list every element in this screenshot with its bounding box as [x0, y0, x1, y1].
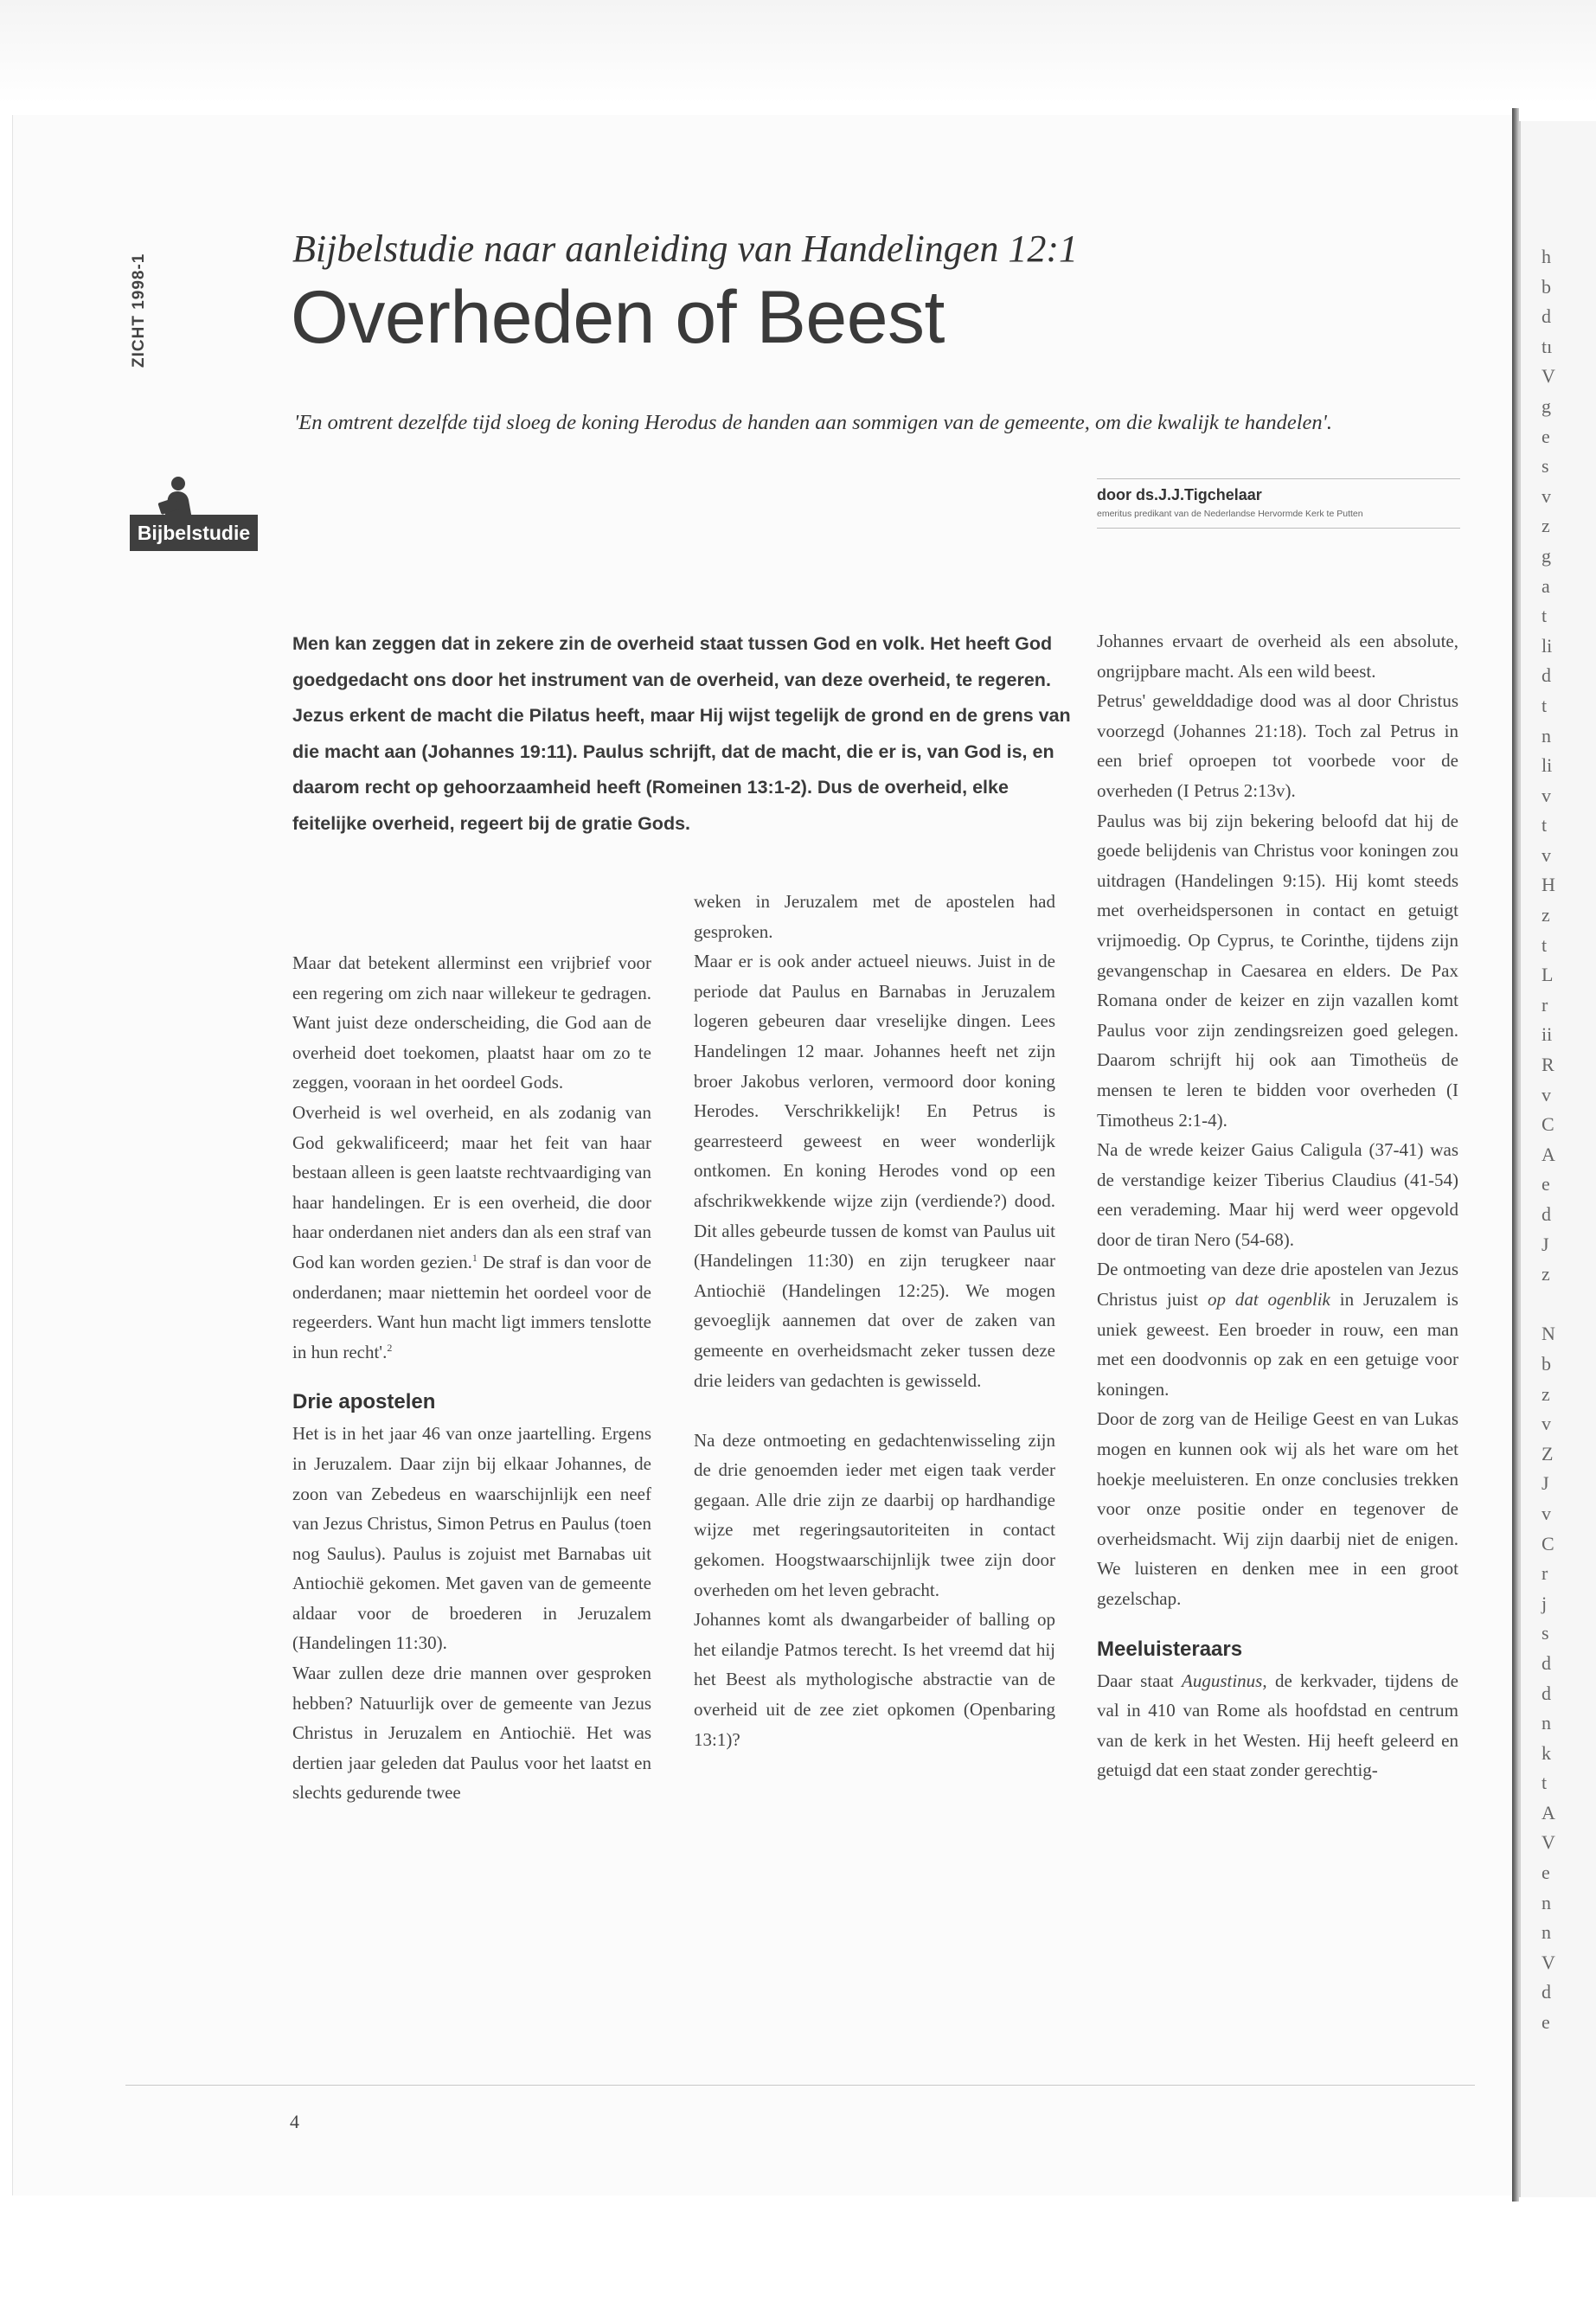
section-heading: Meeluisteraars	[1097, 1637, 1243, 1661]
text-column-3	[1097, 626, 1458, 1785]
paragraph: Het is in het jaar 46 van onze jaartelling. Ergens in Jeruzalem. Daar zijn bij elkaar Johannes, de zoon van Zebedeus en waarschijnlijk een neef van Jezus Christus, Simon Petrus en Paulus (toen nog Saulus). Paulus is zojuist met Barnabas uit Antiochië gekomen. Met gaven van de gemeente aldaar voor de broederen in Jeruzalem (Handelingen 11:30).	[292, 1423, 651, 1654]
text-column-1	[292, 948, 651, 1808]
magazine-label: ZICHT 1998-1	[130, 253, 148, 368]
reading-person-icon	[152, 474, 202, 519]
article-title: Overheden of Beest	[291, 276, 945, 359]
author-role: emeritus predikant van de Nederlandse Hervormde Kerk te Putten	[1097, 509, 1363, 519]
paragraph: Waar zullen deze drie mannen over gesproken hebben? Natuurlijk over de gemeente van Jezus Christus in Jeruzalem en Antiochië. Het was dertien jaar geleden dat Paulus voor het laatst en slechts gedurende twee	[292, 1663, 651, 1804]
article-kicker: Bijbelstudie naar aanleiding van Handelingen 12:1	[292, 228, 1078, 270]
author-name: door ds.J.J.Tigchelaar	[1097, 486, 1262, 503]
scan-background	[0, 0, 1596, 104]
byline	[1097, 478, 1460, 529]
footer-rule	[125, 2085, 1475, 2086]
paragraph: weken in Jeruzalem met de apostelen had gesproken.	[694, 891, 1055, 942]
paragraph: Johannes ervaart de overheid als een absolute, ongrijpbare macht. Als een wild beest.	[1097, 631, 1458, 682]
section-tab: Bijbelstudie	[130, 515, 258, 551]
paragraph: Maar er is ook ander actueel nieuws. Juist in de periode dat Paulus en Barnabas in Jeruzalem logeren gebeuren daar vreselijke dingen. Lees Handelingen 12 maar. Johannes heeft net zijn broer Jakobus verloren, vermoord door koning Herodes. Verschrikkelijk! En Petrus is gearresteerd geweest en weer wonderlijk ontkomen. En koning Herodes vond op een afschrikwekkende wijze zijn (verdiende?) dood. Dit alles gebeurde tussen de komst van Paulus uit (Handelingen 11:30) en zijn terugkeer naar Antiochië (Handelingen 12:25). We mogen gevoeglijk aannemen dat over de zaken van gemeente en overheidsmacht zeker tussen deze drie leiders van gedachten is gewisseld.	[694, 951, 1055, 1391]
paragraph: Overheid is wel overheid, en als zodanig van God gekwalificeerd; maar het feit van haar bestaan alleen is geen laatste rechtvaardiging van haar handelingen. Er is een overheid, die door haar onderdanen niet anders dan als een straf van God kan worden gezien.$^1$ De straf is dan voor de onderdanen; maar niettemin het oordeel voor de regeerders. Want hun macht ligt immers tenslotte in hun recht'.$^2$	[292, 1101, 651, 1362]
paragraph: Na de wrede keizer Gaius Caligula (37-41) was de verstandige keizer Tiberius Claudius (41-54) een verademing. Maar hij werd weer opgevold door de tiran Nero (54-68).	[1097, 1139, 1458, 1250]
paragraph: Maar dat betekent allerminst een vrijbrief voor een regering om zich naar willekeur te gedragen. Want juist deze onderscheiding, die God aan de overheid doet toekomen, plaatst haar om zo te zeggen, vooraan in het oordeel Gods.	[292, 952, 651, 1093]
footnote-ref: 1	[471, 1251, 478, 1264]
text-column-2	[694, 887, 1055, 1754]
next-page-edge	[1519, 121, 1596, 2197]
footnote-ref: 2	[387, 1341, 393, 1354]
paragraph: Daar staat Augustinus, de kerkvader, tijdens de val in 410 van Rome als hoofdstad en centrum van de kerk in het Westen. Hij heeft geleerd en getuigd dat een staat zonder gerechtig-	[1097, 1670, 1458, 1781]
epigraph-quote: 'En omtrent dezelfde tijd sloeg de koning Herodus de handen aan sommigen van de gemeente, om die kwalijk te handelen'.	[294, 411, 1333, 434]
intro-paragraph: Men kan zeggen dat in zekere zin de overheid staat tussen God en volk. Het heeft God goedgedacht ons door het instrument van de overheid, van deze overheid, te regeren. Jezus erkent de macht die Pilatus heeft, maar Hij wijst tegelijk de grond en de grens van die macht aan (Johannes 19:11). Paulus schrijft, dat de macht, die er is, van God is, en daarom recht op gehoorzaamheid heeft (Romeinen 13:1-2). Dus de overheid, elke feitelijke overheid, regeert bij de gratie Gods.	[292, 633, 1071, 834]
book-spine	[1512, 108, 1519, 2202]
paragraph: Na deze ontmoeting en gedachtenwisseling zijn de drie genoemden ieder met eigen taak verder gegaan. Alle drie zijn ze daarbij op hardhandige wijze met regeringsautoriteiten in contact gekomen. Hoogstwaarschijnlijk twee zijn door overheden om het leven gebracht.	[694, 1429, 1055, 1600]
paragraph: Door de zorg van de Heilige Geest en van Lukas mogen en kunnen ook wij als het ware om het hoekje meeluisteren. En onze conclusies trekken voor onze positie onder en tegenover de overheidsmacht. Wij zijn daarbij niet de enigen. We luisteren en denken mee in een groot gezelschap.	[1097, 1408, 1458, 1609]
section-heading: Drie apostelen	[292, 1390, 436, 1414]
paragraph: Petrus' gewelddadige dood was al door Christus voorzegd (Johannes 21:18). Toch zal Petrus in een brief oproepen tot voorbede voor de overheden (I Petrus 2:13v).	[1097, 690, 1458, 801]
paragraph: Paulus was bij zijn bekering beloofd dat hij de goede belijdenis van Christus voor koningen zou uitdragen (Handelingen 9:15). Hij komt steeds met overheidspersonen in contact en getuigt vrijmoedig. Op Cyprus, te Corinthe, tijdens zijn gevangenschap in Caesarea en elders. De Pax Romana onder de keizer en zijn vazallen komt Paulus voor zijn zendingsreizen goed gelegen. Daarom schrijft hij ook aan Timotheüs de mensen te leren te bidden voor overheden (I Timotheus 2:1-4).	[1097, 810, 1458, 1131]
paragraph: De ontmoeting van deze drie apostelen van Jezus Christus juist op dat ogenblik in Jeruzalem is uniek geweest. Een broeder in rouw, een man met een doodvonnis op zak en een getuige voor koningen.	[1097, 1259, 1458, 1400]
page-number: 4	[290, 2111, 299, 2132]
next-page-fragments: h b d tı V g e s v z g a t li d t n li v t v H z t L r ii R v C A e d J z N b z v Z J v C r j s d d n k t A V e n n V d e	[1542, 246, 1555, 2034]
paragraph: Johannes komt als dwangarbeider of balling op het eilandje Patmos terecht. Is het vreemd dat hij het Beest als mythologische abstractie van de overheid uit de zee ziet opkomen (Openbaring 13:1)?	[694, 1609, 1055, 1750]
